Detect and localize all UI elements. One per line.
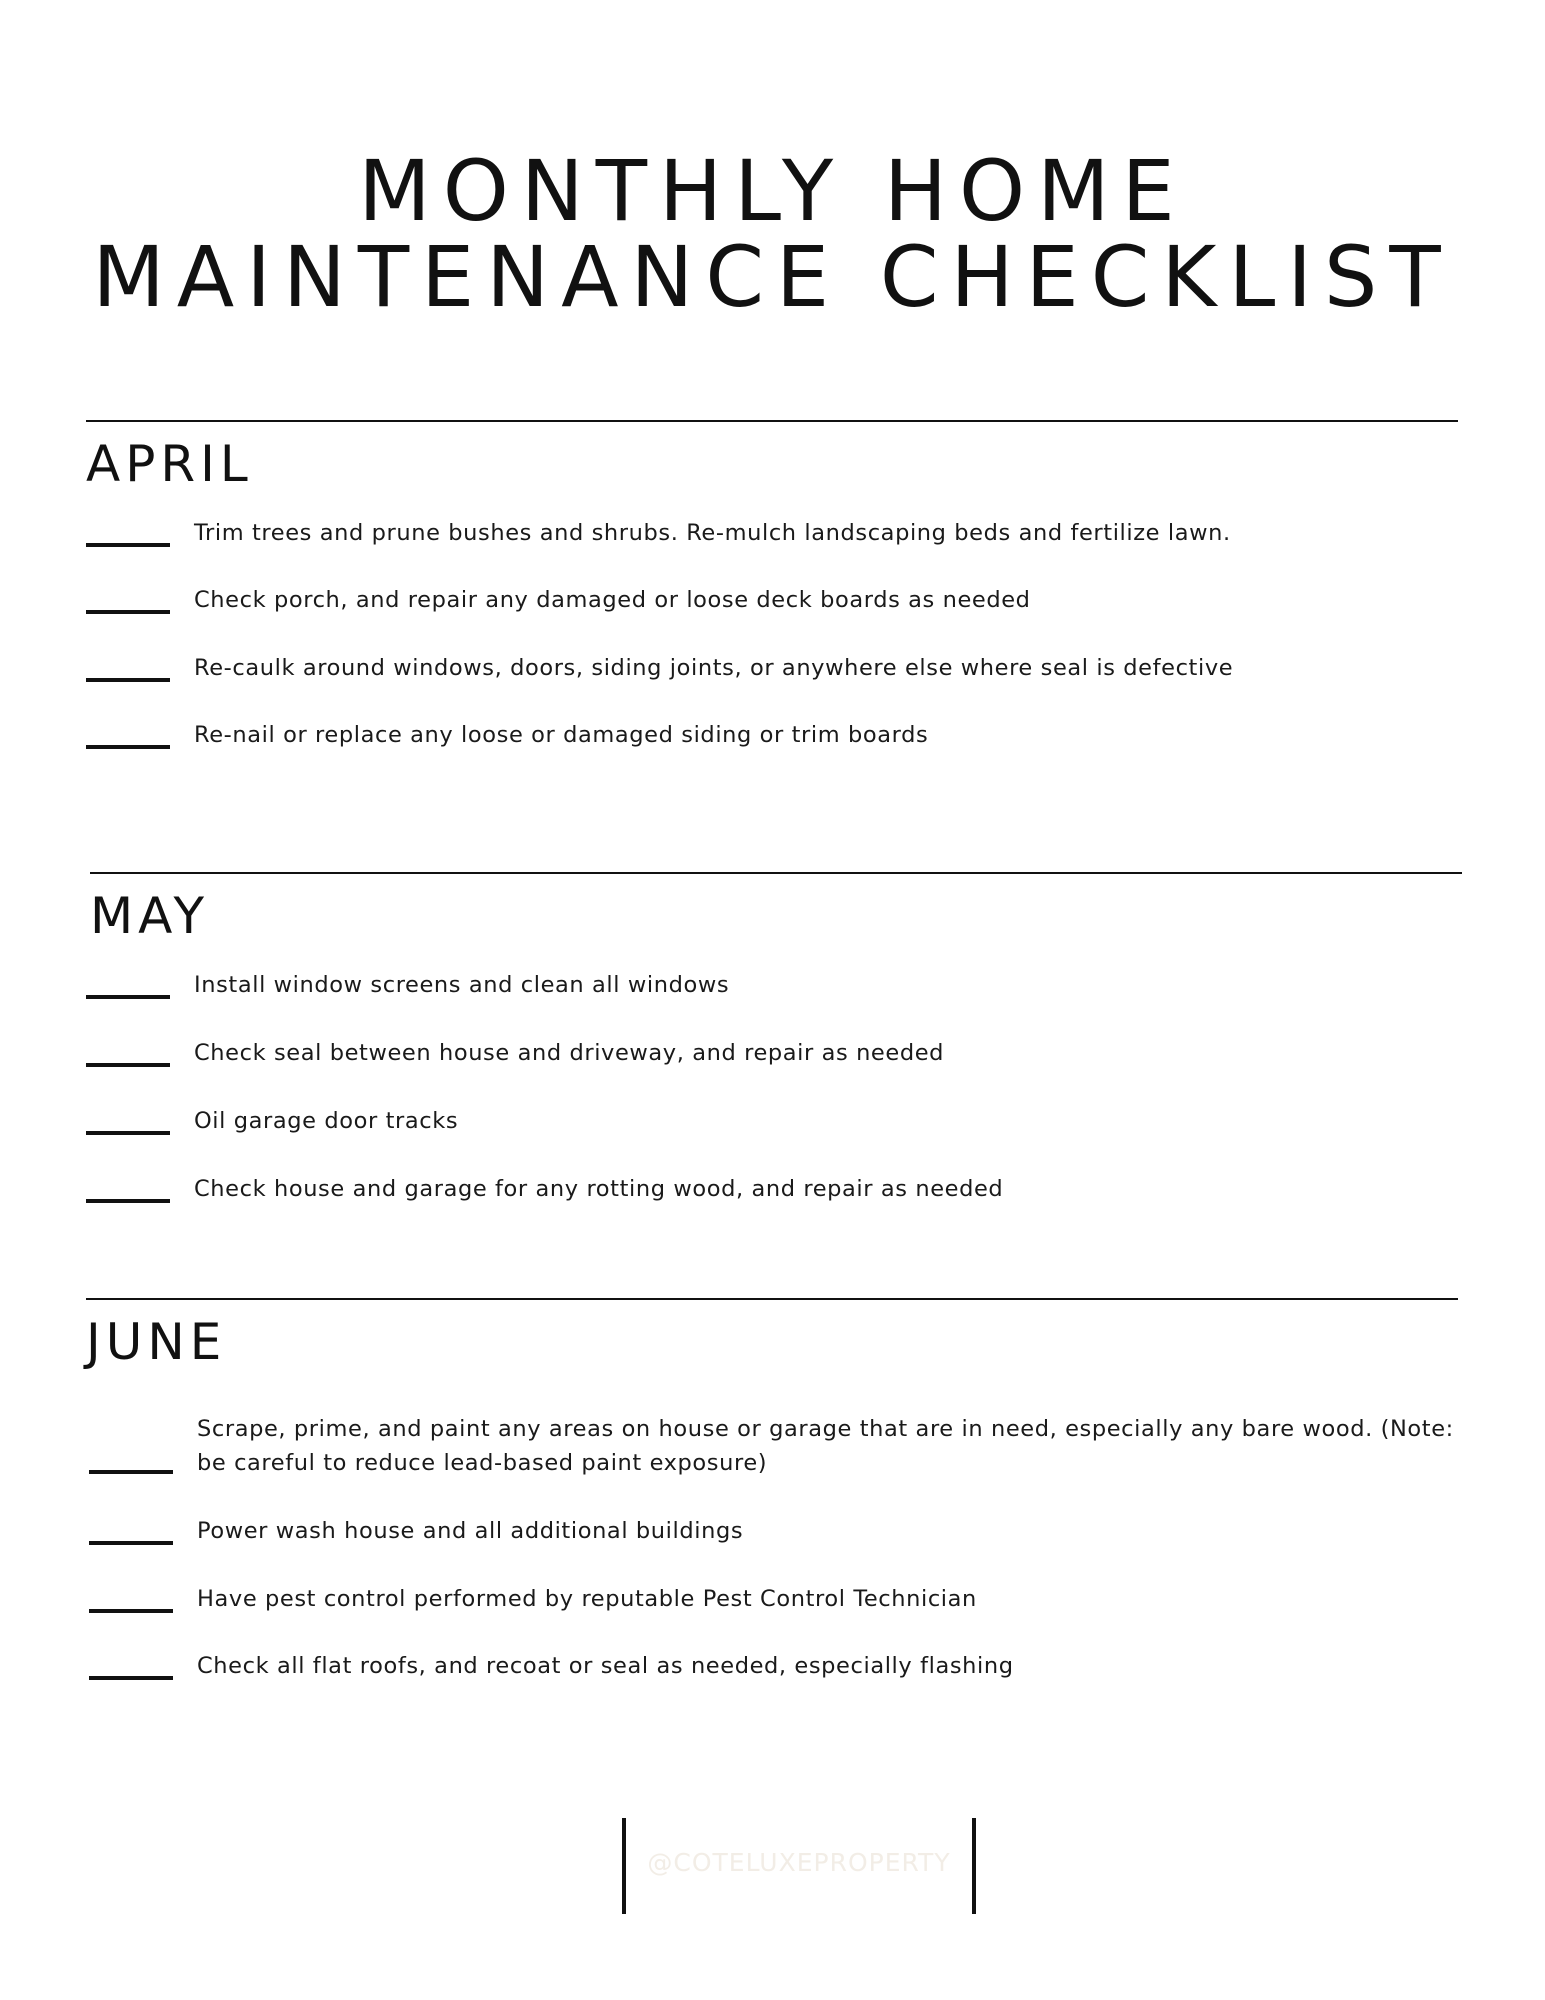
checklist-item-text: Have pest control performed by reputable Pest Control Technician [197,1586,977,1612]
checklist-item-text: Power wash house and all additional buildings [197,1518,744,1544]
checklist-item-text: Check porch, and repair any damaged or loose deck boards as needed [194,587,1031,613]
checklist-item-text: Trim trees and prune bushes and shrubs. Re-mulch landscaping beds and fertilize lawn. [194,520,1231,546]
checkbox-blank-line[interactable] [86,1063,170,1067]
checklist-item-text: Check seal between house and driveway, and repair as needed [194,1040,945,1066]
checkbox-blank-line[interactable] [86,995,170,999]
title-line-1: MONTHLY HOME [358,142,1187,240]
section-divider [86,420,1458,422]
checklist-item-text: Check all flat roofs, and recoat or seal as needed, especially flashing [197,1653,1014,1679]
social-handle: @COTELUXEPROPERTY [647,1848,951,1877]
checkbox-blank-line[interactable] [86,610,170,614]
checklist-item-text: Oil garage door tracks [194,1108,459,1134]
footer-right-bar [972,1818,976,1914]
month-heading: APRIL [86,435,253,493]
checkbox-blank-line[interactable] [89,1541,173,1545]
checklist-item-text: Check house and garage for any rotting wood, and repair as needed [194,1176,1004,1202]
checklist-item-text: Scrape, prime, and paint any areas on house or garage that are in need, especially any bare wood. (Note: be careful to reduce lead-based paint exposure) [197,1416,1454,1476]
checklist-item-text: Install window screens and clean all windows [194,972,730,998]
month-heading: MAY [90,887,210,945]
checkbox-blank-line[interactable] [86,543,170,547]
title-line-2: MAINTENANCE CHECKLIST [92,228,1453,326]
section-divider [86,1298,1458,1300]
checklist-item-text: Re-caulk around windows, doors, siding joints, or anywhere else where seal is defective [194,655,1234,681]
section-divider [90,872,1462,874]
checkbox-blank-line[interactable] [86,745,170,749]
checkbox-blank-line[interactable] [86,1199,170,1203]
checkbox-blank-line[interactable] [86,678,170,682]
page-title [0,142,1545,326]
footer-handle-box [622,1818,976,1914]
checkbox-blank-line[interactable] [89,1676,173,1680]
checklist-item-text: Re-nail or replace any loose or damaged siding or trim boards [194,722,929,748]
checkbox-blank-line[interactable] [89,1470,173,1474]
checkbox-blank-line[interactable] [86,1131,170,1135]
month-heading: JUNE [86,1313,227,1371]
checkbox-blank-line[interactable] [89,1609,173,1613]
